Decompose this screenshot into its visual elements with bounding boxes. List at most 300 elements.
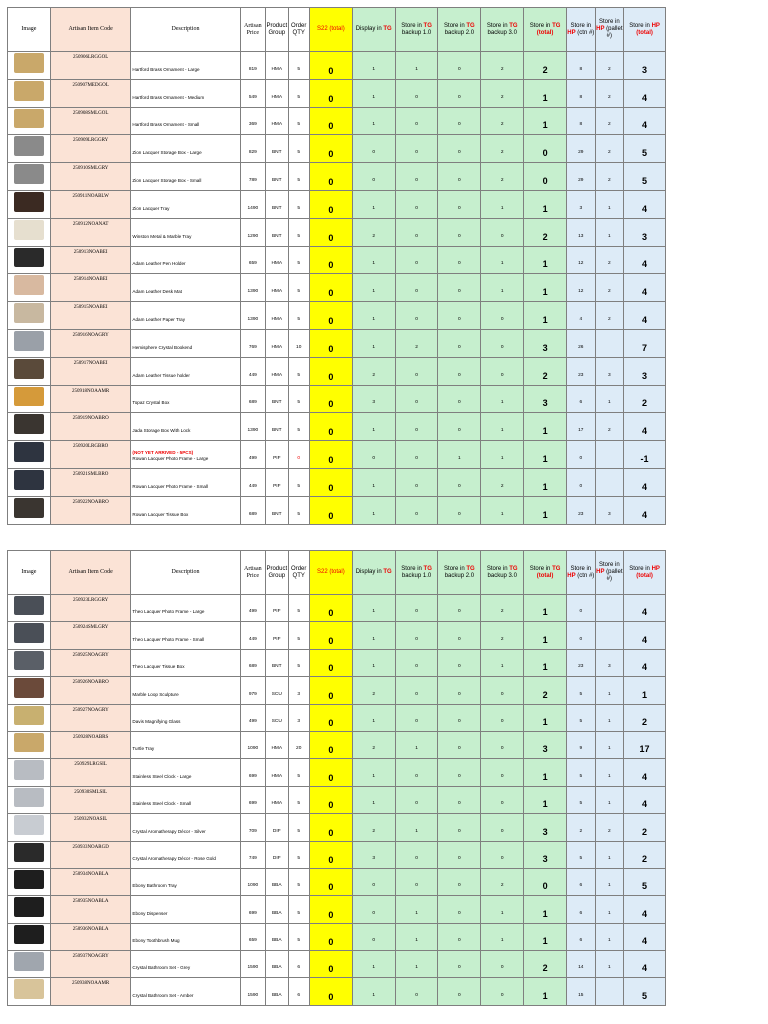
description-text: Stainless Steel Clock - Large [132,773,192,779]
description-cell [131,468,240,496]
price-cell: 1590 [240,978,266,1005]
table-row [8,413,666,441]
tg-backup-3-cell: 0 [481,218,524,246]
tg-backup-2-cell: 0 [438,496,481,524]
display-tg-cell: 1 [352,302,395,330]
item-code-cell: 250910SMLGRY [50,163,131,191]
table-row [8,677,666,704]
hp-pallet-cell: 1 [595,786,624,813]
display-tg-cell: 1 [352,649,395,676]
order-qty-cell: 5 [288,135,309,163]
hp-total-cell: 4 [624,896,666,923]
tg-total-cell: 1 [524,595,567,622]
display-tg-cell: 1 [352,107,395,135]
display-tg-cell: 1 [352,622,395,649]
product-thumbnail-icon [14,815,44,834]
description-text: Hartford Brass Ornament - Large [132,66,200,72]
item-code-cell: 250930SMLSIL [50,786,131,813]
tg-backup-2-cell: 0 [438,978,481,1005]
tg-backup-2-cell: 0 [438,357,481,385]
header-image: Image [8,8,51,52]
tg-backup-1-cell: 1 [395,896,438,923]
description-cell [131,107,240,135]
price-cell: 1590 [240,951,266,978]
description-cell [131,841,240,868]
description-cell [131,79,240,107]
tg-total-cell: 2 [524,677,567,704]
tg-backup-2-cell: 0 [438,468,481,496]
tg-backup-3-cell: 1 [481,190,524,218]
order-qty-cell: 6 [288,978,309,1005]
description-text: Hemisphere Crystal Bookend [132,344,193,350]
hp-pallet-cell: 1 [595,190,624,218]
order-qty-cell: 6 [288,951,309,978]
tg-total-cell: 3 [524,731,567,758]
arrival-note: (NOT YET ARRIVED - 5PCS) [132,449,194,455]
display-tg-cell: 1 [352,329,395,357]
description-cell [131,951,240,978]
tg-total-cell: 3 [524,385,567,413]
s22-total-cell: 0 [309,441,352,469]
price-cell: 769 [240,329,266,357]
product-group-cell: BNT [266,496,288,524]
tg-total-cell: 1 [524,274,567,302]
order-qty-cell: 5 [288,841,309,868]
product-thumbnail-icon [14,897,44,916]
description-text: Rowan Lacquer Photo Frame - Large [132,455,209,461]
product-image [8,868,51,895]
item-code-cell: 250935NOABLA [50,896,131,923]
item-code-cell: 250926NOABRO [50,677,131,704]
description-cell [131,704,240,731]
header-tg-total: Store in TG (total) [524,551,567,595]
tg-total-cell: 1 [524,622,567,649]
tg-backup-2-cell: 0 [438,329,481,357]
description-text: Crystal Bathroom Set - Grey [132,965,191,971]
order-qty-cell: 5 [288,923,309,950]
display-tg-cell: 1 [352,413,395,441]
tg-backup-1-cell: 1 [395,52,438,80]
item-code-cell: 250938NOAAMR [50,978,131,1005]
tg-total-cell: 0 [524,868,567,895]
order-qty-cell: 20 [288,731,309,758]
hp-total-cell: 5 [624,163,666,191]
hp-ctn-cell: 5 [567,704,596,731]
header-product-group: Product Group [266,551,288,595]
table-row [8,357,666,385]
description-text: Winston Metal & Marble Tray [132,233,192,239]
product-image [8,896,51,923]
table-row [8,135,666,163]
tg-backup-3-cell: 2 [481,52,524,80]
tg-backup-3-cell: 0 [481,704,524,731]
item-code-cell: 250936NOABLA [50,923,131,950]
tg-backup-3-cell: 2 [481,163,524,191]
display-tg-cell: 1 [352,79,395,107]
product-image [8,302,51,330]
tg-backup-2-cell: 0 [438,731,481,758]
description-text: Marble Loop Sculpture [132,691,179,697]
tg-total-cell: 1 [524,79,567,107]
item-code-cell: 250928NOABRS [50,731,131,758]
description-text: Zion Lacquer Storage Box - Small [132,177,202,183]
hp-total-cell: 4 [624,413,666,441]
description-cell [131,135,240,163]
product-group-cell: BBA [266,923,288,950]
s22-total-cell: 0 [309,841,352,868]
table-row [8,441,666,469]
product-thumbnail-icon [14,303,44,323]
tg-backup-1-cell: 0 [395,704,438,731]
header-description: Description [131,551,240,595]
product-group-cell: HMA [266,731,288,758]
description-cell [131,649,240,676]
order-qty-cell: 5 [288,814,309,841]
order-qty-cell: 5 [288,413,309,441]
tg-backup-2-cell: 0 [438,622,481,649]
product-thumbnail-icon [14,925,44,944]
tg-total-cell: 1 [524,302,567,330]
table-row [8,385,666,413]
tg-backup-3-cell: 0 [481,951,524,978]
hp-ctn-cell: 8 [567,79,596,107]
description-text: Zion Lacquer Storage Box - Large [132,150,202,156]
tg-backup-3-cell: 2 [481,468,524,496]
display-tg-cell: 1 [352,759,395,786]
product-group-cell: DIF [266,814,288,841]
s22-total-cell: 0 [309,107,352,135]
hp-total-cell: 17 [624,731,666,758]
inventory-table-1 [7,7,666,525]
hp-ctn-cell: 0 [567,622,596,649]
display-tg-cell: 1 [352,978,395,1005]
hp-total-cell: 5 [624,868,666,895]
product-thumbnail-icon [14,470,44,490]
s22-total-cell: 0 [309,868,352,895]
item-code-cell: 250924SMLGRY [50,622,131,649]
header-hp-pallet: Store in HP (pallet #) [595,551,624,595]
hp-total-cell: 4 [624,274,666,302]
price-cell: 1390 [240,302,266,330]
description-text: Adam Leather Desk Mat [132,289,182,295]
hp-pallet-cell: 3 [595,496,624,524]
product-image [8,218,51,246]
product-image [8,329,51,357]
hp-ctn-cell: 0 [567,595,596,622]
table-row [8,649,666,676]
header-price: Artisan Price [240,551,266,595]
order-qty-cell: 5 [288,79,309,107]
description-text: Davis Magnifying Glass [132,718,181,724]
hp-total-cell: 4 [624,79,666,107]
product-group-cell: PIF [266,595,288,622]
hp-ctn-cell: 6 [567,385,596,413]
product-image [8,52,51,80]
tg-backup-3-cell: 1 [481,385,524,413]
product-image [8,786,51,813]
tg-backup-1-cell: 1 [395,951,438,978]
product-thumbnail-icon [14,870,44,889]
hp-pallet-cell: 1 [595,218,624,246]
tg-backup-3-cell: 0 [481,814,524,841]
s22-total-cell: 0 [309,302,352,330]
item-code-cell: 250913NOABEI [50,246,131,274]
tg-backup-3-cell: 1 [481,413,524,441]
display-tg-cell: 0 [352,868,395,895]
hp-pallet-cell [595,329,624,357]
hp-pallet-cell: 2 [595,246,624,274]
product-image [8,496,51,524]
hp-total-cell: 3 [624,357,666,385]
product-image [8,385,51,413]
product-thumbnail-icon [14,192,44,212]
header-hp-pallet: Store in HP (pallet #) [595,8,624,52]
header-order-qty: Order QTY [288,8,309,52]
tg-backup-1-cell: 1 [395,814,438,841]
item-code-cell: 250929LRGSIL [50,759,131,786]
tg-backup-3-cell: 0 [481,841,524,868]
item-code-cell: 250912NOANAT [50,218,131,246]
tg-backup-2-cell: 0 [438,704,481,731]
order-qty-cell: 10 [288,329,309,357]
order-qty-cell: 3 [288,704,309,731]
hp-pallet-cell: 1 [595,759,624,786]
tg-backup-2-cell: 0 [438,413,481,441]
table-row [8,329,666,357]
tg-backup-2-cell: 0 [438,52,481,80]
hp-ctn-cell: 26 [567,329,596,357]
description-text: Crystal Aromatherapy Décor - Rose Gold [132,855,216,861]
tg-total-cell: 0 [524,163,567,191]
display-tg-cell: 2 [352,814,395,841]
product-image [8,923,51,950]
display-tg-cell: 1 [352,52,395,80]
tg-backup-3-cell: 2 [481,79,524,107]
header-hp-total: Store in HP (total) [624,551,666,595]
display-tg-cell: 1 [352,246,395,274]
product-thumbnail-icon [14,623,44,642]
tg-total-cell: 1 [524,496,567,524]
hp-ctn-cell: 8 [567,52,596,80]
description-text: Hartford Brass Ornament - Small [132,122,200,128]
tg-backup-2-cell: 0 [438,786,481,813]
description-cell [131,677,240,704]
hp-ctn-cell: 0 [567,468,596,496]
hp-pallet-cell [595,468,624,496]
order-qty-cell: 5 [288,107,309,135]
product-thumbnail-icon [14,275,44,295]
header-tg-backup-3: Store in TG backup 3.0 [481,8,524,52]
tg-total-cell: 2 [524,951,567,978]
hp-total-cell: 4 [624,649,666,676]
product-group-cell: HMA [266,357,288,385]
price-cell: 659 [240,923,266,950]
hp-ctn-cell: 15 [567,978,596,1005]
hp-pallet-cell: 1 [595,677,624,704]
header-hp-ctn: Store in HP (ctn #) [567,8,596,52]
hp-total-cell: 4 [624,786,666,813]
price-cell: 499 [240,595,266,622]
description-cell [131,413,240,441]
tg-total-cell: 3 [524,814,567,841]
price-cell: 449 [240,468,266,496]
tg-backup-2-cell: 0 [438,896,481,923]
tg-total-cell: 1 [524,896,567,923]
item-code-cell: 250909LRGGRY [50,135,131,163]
tg-backup-1-cell: 0 [395,786,438,813]
s22-total-cell: 0 [309,52,352,80]
product-group-cell: HMA [266,786,288,813]
table-row [8,302,666,330]
product-image [8,107,51,135]
description-text: Theo Lacquer Tissue Box [132,664,185,670]
hp-ctn-cell: 0 [567,441,596,469]
s22-total-cell: 0 [309,786,352,813]
hp-total-cell: 4 [624,622,666,649]
description-cell [131,595,240,622]
s22-total-cell: 0 [309,731,352,758]
hp-total-cell: 3 [624,218,666,246]
product-image [8,622,51,649]
hp-ctn-cell: 2 [567,814,596,841]
description-text: Ebony Bathroom Tray [132,883,177,889]
tg-backup-3-cell: 0 [481,329,524,357]
tg-backup-2-cell: 0 [438,951,481,978]
header-tg-backup-2: Store in TG backup 2.0 [438,551,481,595]
tg-backup-1-cell: 0 [395,246,438,274]
header-display-tg: Display in TG [352,551,395,595]
product-thumbnail-icon [14,843,44,862]
product-group-cell: BNT [266,218,288,246]
hp-total-cell: 5 [624,978,666,1005]
product-group-cell: PIF [266,468,288,496]
product-thumbnail-icon [14,678,44,697]
tg-backup-1-cell: 1 [395,923,438,950]
table-row [8,868,666,895]
hp-pallet-cell: 1 [595,923,624,950]
tg-backup-3-cell: 2 [481,595,524,622]
tg-backup-2-cell: 0 [438,135,481,163]
hp-ctn-cell: 14 [567,951,596,978]
order-qty-cell: 5 [288,385,309,413]
price-cell: 699 [240,896,266,923]
price-cell: 449 [240,357,266,385]
item-code-cell: 250923LRGGRY [50,595,131,622]
hp-total-cell: 4 [624,107,666,135]
hp-pallet-cell: 1 [595,731,624,758]
product-group-cell: BBA [266,896,288,923]
s22-total-cell: 0 [309,704,352,731]
product-image [8,677,51,704]
hp-total-cell: -1 [624,441,666,469]
display-tg-cell: 1 [352,951,395,978]
item-code-cell: 250914NOABEI [50,274,131,302]
header-row [8,551,666,595]
product-group-cell: BNT [266,190,288,218]
hp-pallet-cell: 1 [595,951,624,978]
tg-backup-3-cell: 1 [481,896,524,923]
tg-backup-3-cell: 0 [481,978,524,1005]
display-tg-cell: 0 [352,163,395,191]
description-text: Topaz Crystal Box [132,400,170,406]
table-row [8,759,666,786]
header-price: Artisan Price [240,8,266,52]
table-row [8,951,666,978]
hp-ctn-cell: 6 [567,868,596,895]
tg-backup-2-cell: 0 [438,677,481,704]
tg-backup-1-cell: 0 [395,107,438,135]
hp-ctn-cell: 6 [567,923,596,950]
product-group-cell: BNT [266,649,288,676]
product-group-cell: SCU [266,677,288,704]
price-cell: 449 [240,622,266,649]
tg-backup-1-cell: 0 [395,413,438,441]
tg-backup-1-cell: 0 [395,496,438,524]
price-cell: 699 [240,786,266,813]
product-image [8,468,51,496]
description-text: Adam Leather Tissue holder [132,372,190,378]
table-row [8,218,666,246]
hp-pallet-cell [595,622,624,649]
price-cell: 659 [240,246,266,274]
price-cell: 1390 [240,413,266,441]
tg-backup-3-cell: 2 [481,622,524,649]
product-image [8,841,51,868]
s22-total-cell: 0 [309,759,352,786]
order-qty-cell: 5 [288,649,309,676]
header-description: Description [131,8,240,52]
item-code-cell: 250932NOASIL [50,814,131,841]
hp-total-cell: 2 [624,814,666,841]
display-tg-cell: 1 [352,496,395,524]
tg-backup-3-cell: 0 [481,357,524,385]
tg-backup-1-cell: 0 [395,622,438,649]
order-qty-cell: 5 [288,163,309,191]
hp-pallet-cell: 2 [595,814,624,841]
hp-ctn-cell: 23 [567,496,596,524]
tg-total-cell: 1 [524,759,567,786]
tg-backup-2-cell: 0 [438,79,481,107]
product-group-cell: DIF [266,841,288,868]
product-image [8,649,51,676]
tg-backup-3-cell: 2 [481,135,524,163]
product-group-cell: BNT [266,385,288,413]
hp-ctn-cell: 6 [567,896,596,923]
item-code-cell: 250918NOAAMR [50,385,131,413]
hp-pallet-cell [595,978,624,1005]
description-cell [131,218,240,246]
tg-total-cell: 0 [524,135,567,163]
display-tg-cell: 1 [352,274,395,302]
product-thumbnail-icon [14,498,44,518]
tg-backup-2-cell: 0 [438,385,481,413]
product-image [8,814,51,841]
hp-ctn-cell: 23 [567,357,596,385]
tg-backup-2-cell: 0 [438,923,481,950]
hp-pallet-cell: 2 [595,163,624,191]
product-thumbnail-icon [14,220,44,240]
product-thumbnail-icon [14,53,44,73]
product-group-cell: HMA [266,274,288,302]
product-thumbnail-icon [14,651,44,670]
tg-total-cell: 2 [524,52,567,80]
tg-backup-1-cell: 0 [395,441,438,469]
product-group-cell: HMA [266,759,288,786]
tg-backup-3-cell: 0 [481,302,524,330]
hp-total-cell: 4 [624,190,666,218]
product-image [8,135,51,163]
description-cell [131,786,240,813]
